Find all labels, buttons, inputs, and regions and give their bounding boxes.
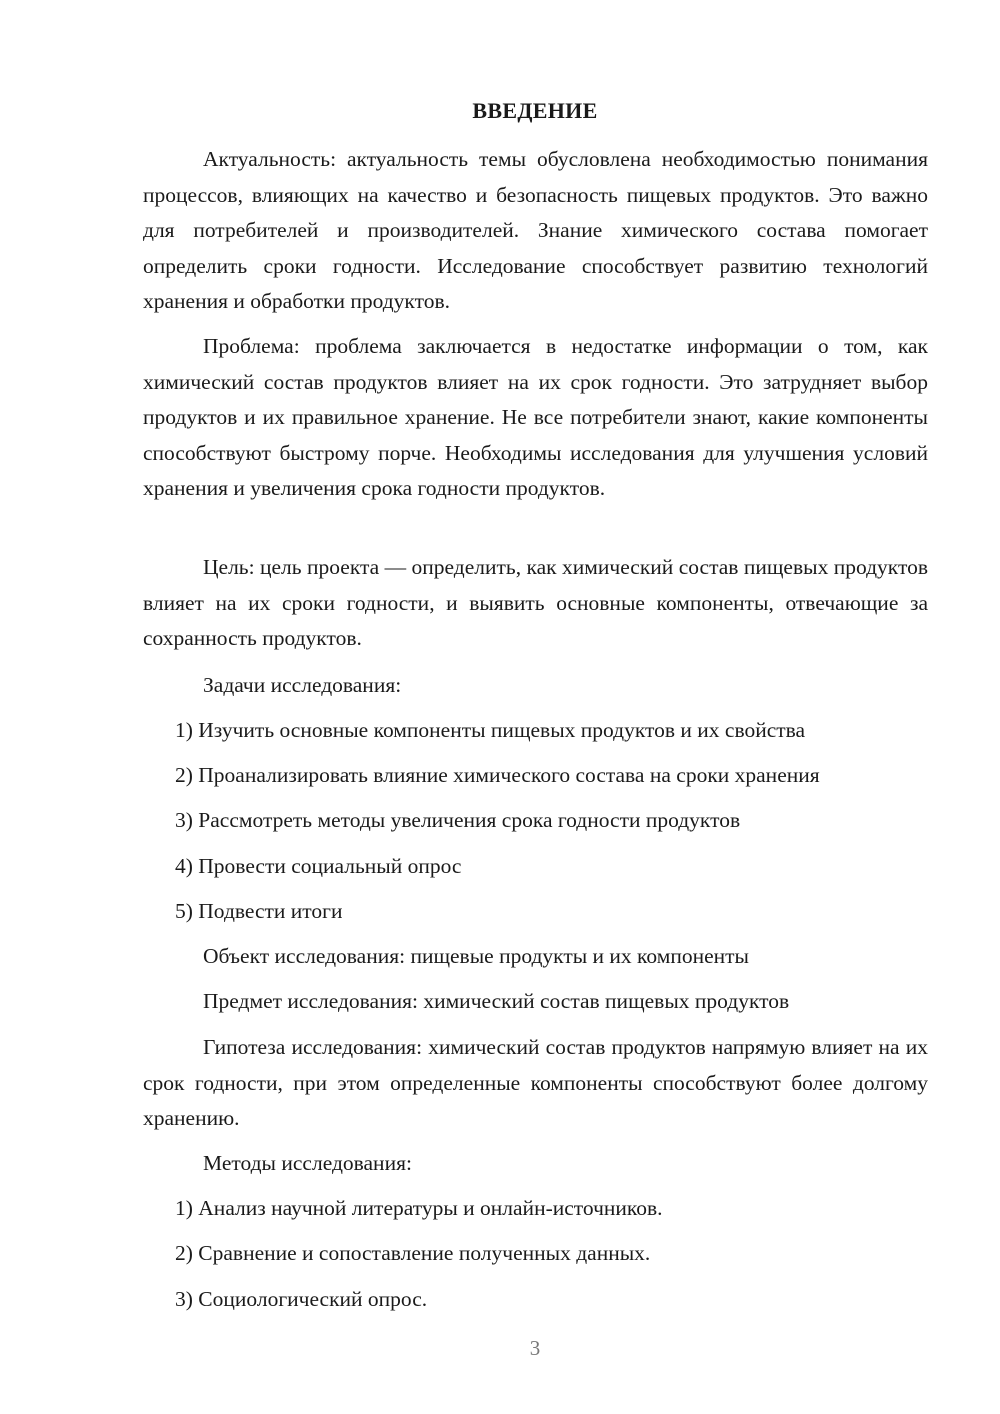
method-item: 1) Анализ научной литературы и онлайн-источников. bbox=[175, 1196, 663, 1220]
methods-label: Методы исследования: bbox=[203, 1151, 412, 1175]
task-item: 2) Проанализировать влияние химического состава на сроки хранения bbox=[175, 763, 820, 787]
task-item: 1) Изучить основные компоненты пищевых продуктов и их свойства bbox=[175, 718, 806, 742]
method-item: 3) Социологический опрос. bbox=[175, 1287, 428, 1311]
tasks-label: Задачи исследования: bbox=[203, 673, 402, 697]
relevance-paragraph: Актуальность: актуальность темы обусловлена необходимостью понимания процессов, влияющих на качество и безопасность пищевых продуктов. Это важно для потребителей и производителей. Знание химического состава помогает определить сроки годности. Исследование способствует развитию технологий хранения и обработки продуктов. bbox=[143, 147, 928, 313]
research-subject: Предмет исследования: химический состав пищевых продуктов bbox=[203, 989, 790, 1013]
task-item: 4) Провести социальный опрос bbox=[175, 854, 462, 878]
problem-paragraph: Проблема: проблема заключается в недостатке информации о том, как химический состав продуктов влияет на их срок годности. Это затрудняет выбор продуктов и их правильное хранение. Не все потребители знают, какие компоненты способствуют быстрому порче. Необходимы исследования для улучшения условий хранения и увеличения срока годности продуктов. bbox=[143, 334, 928, 500]
task-item: 5) Подвести итоги bbox=[175, 899, 343, 923]
page-number: 3 bbox=[529, 1336, 541, 1360]
section-heading: ВВЕДЕНИЕ bbox=[472, 98, 598, 123]
hypothesis-paragraph: Гипотеза исследования: химический состав продуктов напрямую влияет на их срок годности, при этом определенные компоненты способствуют более долгому хранению. bbox=[143, 1035, 928, 1130]
research-object: Объект исследования: пищевые продукты и их компоненты bbox=[203, 944, 749, 968]
goal-paragraph: Цель: цель проекта — определить, как химический состав пищевых продуктов влияет на их сроки годности, и выявить основные компоненты, отвечающие за сохранность продуктов. bbox=[143, 555, 928, 650]
method-item: 2) Сравнение и сопоставление полученных данных. bbox=[175, 1241, 651, 1265]
task-item: 3) Рассмотреть методы увеличения срока годности продуктов bbox=[175, 808, 741, 832]
